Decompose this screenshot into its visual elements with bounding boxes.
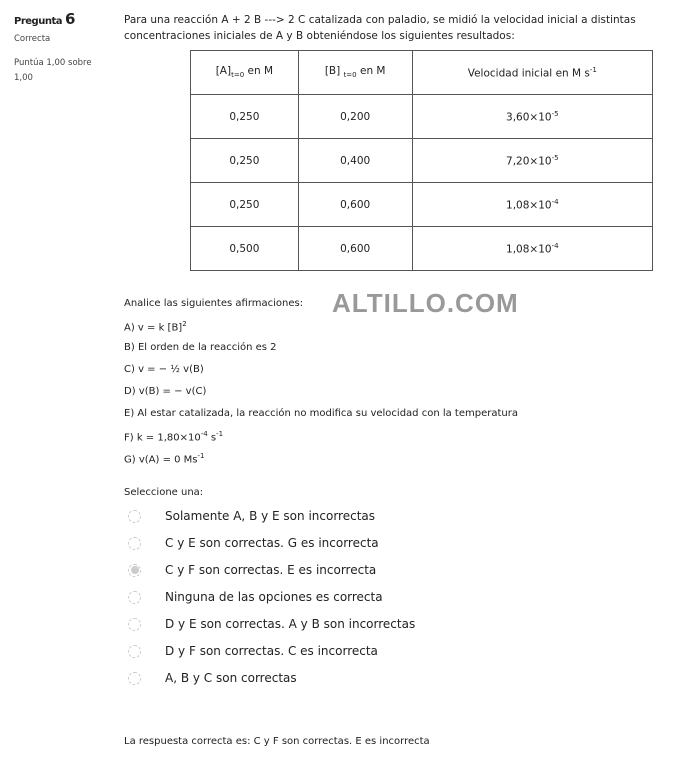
cell: 0,250 xyxy=(191,183,299,227)
data-table xyxy=(190,50,653,271)
cell: 0,600 xyxy=(298,227,412,271)
question-num: 6 xyxy=(64,10,75,28)
cell: 0,400 xyxy=(298,139,412,183)
radio-button[interactable] xyxy=(128,618,141,631)
cell: $3,60\times 10^{-5}$ xyxy=(412,95,652,139)
table-row xyxy=(191,95,653,139)
cell: 0,200 xyxy=(298,95,412,139)
cell: 0,250 xyxy=(191,139,299,183)
option-label: C y F son correctas. E es incorrecta xyxy=(165,563,377,577)
table-row xyxy=(191,227,653,271)
statement: B) El orden de la reacción es 2 xyxy=(124,342,277,353)
header-v: Velocidad inicial en M $s^{-1}$ xyxy=(412,51,652,95)
header-a: $[A]_{t=0}$ en M xyxy=(191,51,299,95)
statement: E) Al estar catalizada, la reacción no modifica su velocidad con la temperatura xyxy=(124,408,518,419)
question-score: Puntúa 1,00 sobre 1,00 xyxy=(14,58,92,83)
answer-option[interactable] xyxy=(128,563,376,577)
answer-option[interactable] xyxy=(128,509,375,523)
option-label: A, B y C son correctas xyxy=(165,671,297,685)
answer-option[interactable] xyxy=(128,617,415,631)
table-row xyxy=(191,139,653,183)
question-intro: Para una reacción A + 2 B ---> 2 C catalizada con paladio, se midió la velocidad inicial a distintas concentraciones iniciales de A y B obteniéndose los siguientes resultados: xyxy=(124,14,636,42)
option-label: C y E son correctas. G es incorrecta xyxy=(165,536,379,550)
radio-button[interactable] xyxy=(128,591,141,604)
feedback: La respuesta correcta es: C y F son correctas. E es incorrecta xyxy=(124,736,430,747)
statement: F) $k = 1,80\times 10^{-4}$ $s^{-1}$ xyxy=(124,430,224,444)
cell: 0,600 xyxy=(298,183,412,227)
radio-button[interactable] xyxy=(128,537,141,550)
watermark: ALTILLO.COM xyxy=(332,288,519,318)
analyze-label: Analice las siguientes afirmaciones: xyxy=(124,298,304,309)
radio-button[interactable] xyxy=(128,510,141,523)
statement: G) v(A) = 0 $Ms^{-1}$ xyxy=(124,452,205,466)
cell: $1,08\times 10^{-4}$ xyxy=(412,227,652,271)
option-label: Solamente A, B y E son incorrectas xyxy=(165,509,375,523)
table-header xyxy=(191,51,653,95)
radio-button[interactable] xyxy=(128,564,141,577)
radio-button[interactable] xyxy=(128,672,141,685)
radio-button[interactable] xyxy=(128,645,141,658)
statement: A) v = k $[B]^2$ xyxy=(124,320,187,334)
question-number xyxy=(14,10,75,28)
option-label: Ninguna de las opciones es correcta xyxy=(165,590,383,604)
cell: $7,20\times 10^{-5}$ xyxy=(412,139,652,183)
cell: 0,250 xyxy=(191,95,299,139)
cell: $1,08\times 10^{-4}$ xyxy=(412,183,652,227)
answer-option[interactable] xyxy=(128,536,379,550)
question-status: Correcta xyxy=(14,34,51,44)
answer-option[interactable] xyxy=(128,644,378,658)
question-label: Pregunta xyxy=(14,16,62,27)
select-label: Seleccione una: xyxy=(124,487,204,498)
cell: 0,500 xyxy=(191,227,299,271)
statement: C) v = − ½ v(B) xyxy=(124,364,204,375)
statement: D) v(B) = − v(C) xyxy=(124,386,207,397)
option-label: D y E son correctas. A y B son incorrectas xyxy=(165,617,416,631)
answer-option[interactable] xyxy=(128,671,297,685)
header-b: [B] $_{t=0}$ en M xyxy=(298,51,412,95)
answer-option[interactable] xyxy=(128,590,383,604)
table-row xyxy=(191,183,653,227)
option-label: D y F son correctas. C es incorrecta xyxy=(165,644,378,658)
